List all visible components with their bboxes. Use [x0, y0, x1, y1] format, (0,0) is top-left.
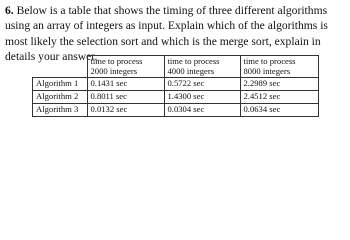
- table-cell: 0.0132 sec: [87, 104, 164, 117]
- header-line1: time to process: [243, 56, 296, 66]
- header-line1: time to process: [90, 56, 143, 66]
- row-label: Algorithm 1: [33, 78, 88, 91]
- header-line2: 2000 integers: [90, 65, 138, 76]
- table-cell: 0.8011 sec: [87, 91, 164, 104]
- header-line2: 4000 integers: [167, 65, 215, 76]
- table-row: [33, 104, 319, 117]
- table-header-cell: [240, 56, 318, 78]
- table-header-cell: [87, 56, 164, 78]
- table-row: [33, 78, 319, 91]
- question-body: Below is a table that shows the timing of three different algorithms using an array of integers as input. Explain which of the algorithms is most likely the selection sort and which is the merge sort, explain in details your answer.: [5, 4, 328, 64]
- table-cell: 0.0304 sec: [164, 104, 240, 117]
- timing-table: [32, 55, 319, 117]
- table-cell: 0.1431 sec: [87, 78, 164, 91]
- table-row: [33, 91, 319, 104]
- row-label: Algorithm 2: [33, 91, 88, 104]
- header-line1: time to process: [167, 56, 220, 66]
- header-line2: 8000 integers: [243, 65, 291, 76]
- table-cell: 2.2989 sec: [240, 78, 318, 91]
- table-cell: 0.5722 sec: [164, 78, 240, 91]
- question-number: 6.: [5, 4, 14, 17]
- row-label: Algorithm 3: [33, 104, 88, 117]
- table-cell: 2.4512 sec: [240, 91, 318, 104]
- table-corner-cell: [33, 56, 88, 78]
- table-header-cell: [164, 56, 240, 78]
- table-cell: 0.0634 sec: [240, 104, 318, 117]
- table-cell: 1.4300 sec: [164, 91, 240, 104]
- table-header-row: [33, 56, 319, 78]
